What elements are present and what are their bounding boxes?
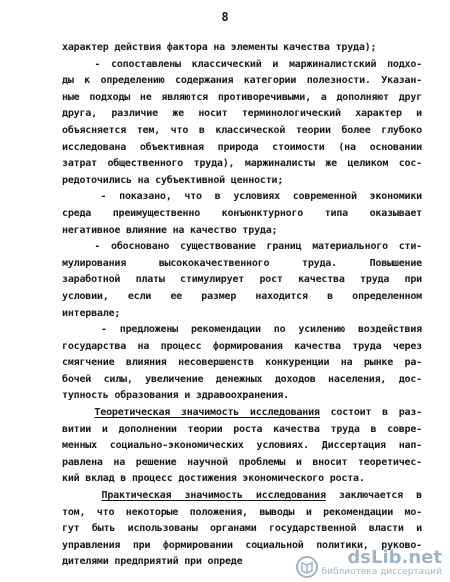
- text-line: витии и дополнении теории роста качества труда в совре-: [62, 423, 422, 435]
- text-line: менных социально-экономических условиях. Диссертация нап-: [62, 440, 422, 452]
- text-line: равлена на решение научной проблемы и вносит теоретичес-: [62, 456, 422, 468]
- text-line: - обосновано существование границ материального сти-: [62, 241, 422, 253]
- document-body: [62, 40, 422, 571]
- text-line: государства на процесс формирования качества труда через: [62, 340, 422, 352]
- text-line: затрат общественного труда), маржиналисты же целиком сос-: [62, 158, 422, 170]
- text-line: друга, различие же носит терминологический характер и: [62, 108, 422, 120]
- text-line: характер действия фактора на элементы качества труда);: [62, 42, 377, 53]
- text-line: кий вклад в процесс достижения экономического роста.: [62, 473, 365, 485]
- text-line: Теоретическая значимость исследования состоит в раз-: [94, 407, 422, 419]
- text-line: дителями предприятий при опреде: [62, 556, 243, 568]
- text-line: исследована объективная природа стоимости (на основании: [62, 141, 422, 153]
- text-line: - предложены рекомендации по усилению воздействия: [62, 324, 422, 336]
- text-line: управления при формировании социальной политики, руково-: [62, 539, 422, 551]
- text-line: негативное влияние на качество труда;: [62, 224, 278, 236]
- text-line: смягчение влияния несовершенств конкуренции на рынке ра-: [62, 357, 422, 369]
- text-line: - сопоставлены классический и маржиналистский подхо-: [62, 58, 422, 70]
- page-number: 8: [221, 10, 229, 24]
- watermark-subtitle: библиотека диссертаций: [321, 567, 442, 577]
- text-line: Практическая значимость исследования заключается в: [101, 490, 422, 502]
- text-line: ные подходы не являются противоречивыми, а дополняют друг: [62, 91, 422, 103]
- watermark: [296, 549, 442, 578]
- text-line: редоточились на субъективной ценности;: [62, 174, 284, 186]
- text-line: интервале;: [62, 307, 121, 319]
- text-line: мулирования высококачественного труда. Повышение: [62, 257, 422, 269]
- text-line: ды к определению содержания категории полезности. Указан-: [62, 75, 422, 87]
- text-line: заработной платы стимулирует рост качества труда при: [62, 274, 422, 286]
- text-line: тупность образования и здравоохранения.: [62, 390, 289, 402]
- text-line: условии, если ее размер находится в определенном: [62, 290, 422, 302]
- book-logo-icon: [296, 556, 318, 578]
- text-line: том, что некоторые положения, выводы и рекомендации мо-: [62, 506, 422, 518]
- text-line: - показано, что в условиях современной экономики: [62, 191, 422, 203]
- theoretical-significance-heading: Теоретическая значимость исследования: [94, 407, 320, 419]
- watermark-brand: dsLib.net: [347, 547, 442, 568]
- text-line: среда преимущественно конъюнктурного типа оказывает: [62, 207, 422, 219]
- text-line: бочей силы, увеличение денежных доходов населения, дос-: [62, 373, 422, 385]
- text-line: гут быть использованы органами государственной власти и: [62, 523, 422, 535]
- text-line: объясняется тем, что в классической теории более глубоко: [62, 124, 422, 136]
- practical-significance-heading: Практическая значимость исследования: [101, 490, 326, 502]
